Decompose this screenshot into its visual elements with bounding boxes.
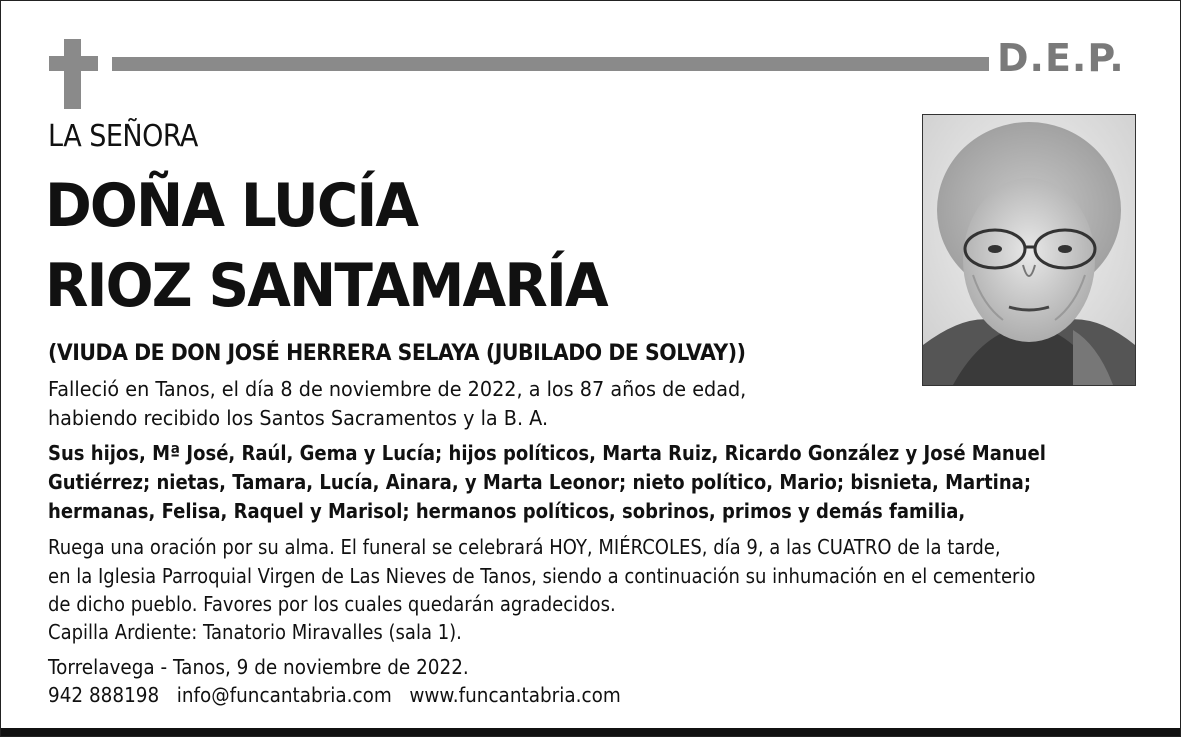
title-prefix: LA SEÑORA: [48, 119, 198, 154]
funeral-line-2: en la Iglesia Parroquial Virgen de Las Nieves de Tanos, siendo a continuación su inhumación en el cementerio: [48, 564, 1036, 588]
family-line-3: hermanas, Felisa, Raquel y Marisol; hermanos políticos, sobrinos, primos y demás familia,: [48, 499, 966, 523]
deceased-name-line-1: DOÑA LUCÍA: [45, 171, 418, 241]
family-line-1: Sus hijos, Mª José, Raúl, Gema y Lucía; hijos políticos, Marta Ruiz, Ricardo González y José Manuel: [48, 441, 1046, 465]
deceased-name-line-2: RIOZ SANTAMARÍA: [45, 251, 607, 321]
funeral-line-3: de dicho pueblo. Favores por los cuales quedarán agradecidos.: [48, 592, 616, 616]
widow-line: (VIUDA DE DON JOSÉ HERRERA SELAYA (JUBILADO DE SOLVAY)): [48, 341, 746, 366]
family-line-2: Gutiérrez; nietas, Tamara, Lucía, Ainara, y Marta Leonor; nieto político, Mario; bisnieta, Martina;: [48, 470, 1032, 494]
portrait-photo: [922, 114, 1136, 386]
death-info-line-1: Falleció en Tanos, el día 8 de noviembre de 2022, a los 87 años de edad,: [48, 377, 747, 401]
bottom-border: [1, 728, 1180, 736]
cross-icon-horizontal: [49, 56, 98, 71]
dep-label: D.E.P.: [997, 36, 1125, 80]
place-date-line: Torrelavega - Tanos, 9 de noviembre de 2022.: [48, 655, 469, 679]
death-info-line-2: habiendo recibido los Santos Sacramentos y la B. A.: [48, 406, 549, 430]
cross-icon-vertical: [64, 39, 81, 109]
funeral-line-1: Ruega una oración por su alma. El funeral se celebrará HOY, MIÉRCOLES, día 9, a las CUATRO de la tarde,: [48, 535, 1001, 559]
chapel-line: Capilla Ardiente: Tanatorio Miravalles (sala 1).: [48, 620, 462, 644]
contact-line: 942 888198 info@funcantabria.com www.funcantabria.com: [48, 683, 621, 707]
header-rule: [112, 57, 989, 71]
